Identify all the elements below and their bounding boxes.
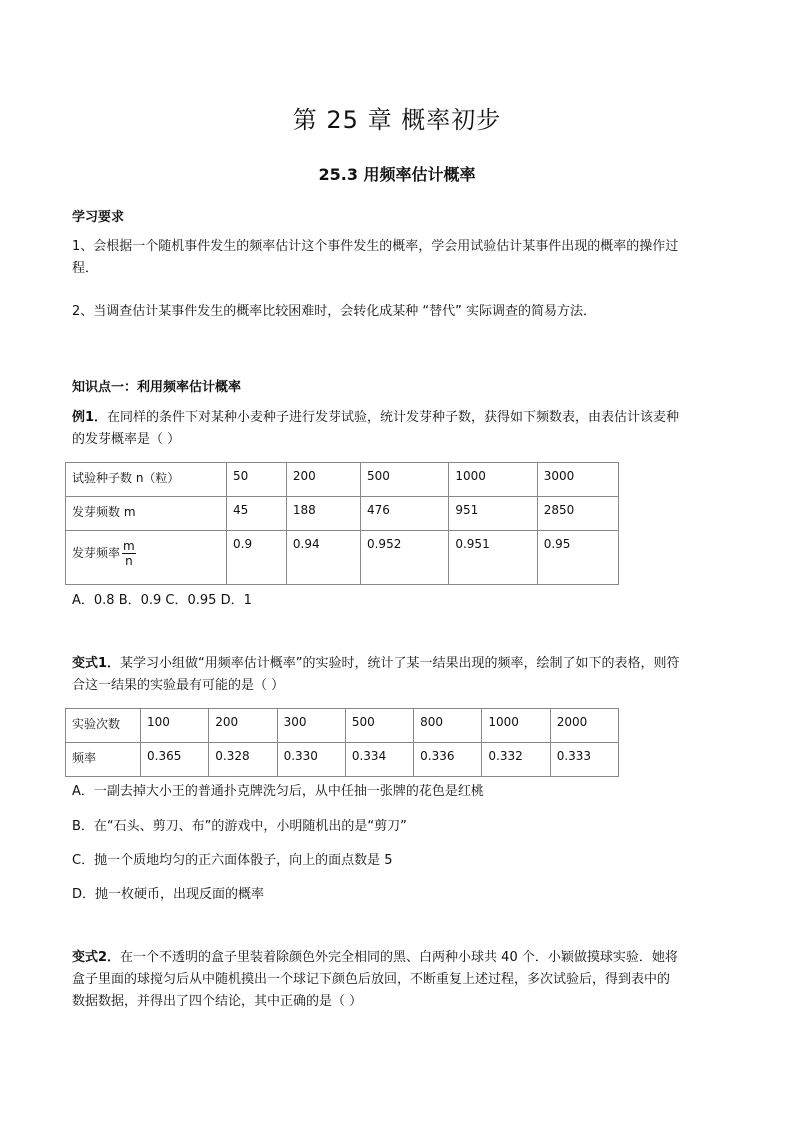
table-cell: 3000 bbox=[537, 463, 618, 497]
variant-1-option-c: C．抛一个质地均匀的正六面体骰子，向上的面点数是 5 bbox=[72, 853, 393, 868]
variant-2-line1: 在一个不透明的盒子里装着除颜色外完全相同的黑、白两种小球共 40 个．小颖做摸球实验．她将 bbox=[120, 950, 678, 965]
table-row bbox=[66, 463, 619, 497]
table-cell: 45 bbox=[227, 497, 287, 531]
table-cell: 0.94 bbox=[286, 531, 360, 585]
table-row bbox=[66, 497, 619, 531]
requirement-1-line2: 程． bbox=[72, 261, 99, 276]
table-cell: 0.95 bbox=[537, 531, 618, 585]
example-1-question bbox=[72, 407, 732, 451]
variant-1-option-d: D．抛一枚硬币，出现反面的概率 bbox=[72, 887, 265, 902]
table-row bbox=[66, 709, 619, 743]
table-cell: 2850 bbox=[537, 497, 618, 531]
requirements-heading: 学习要求 bbox=[72, 210, 125, 225]
variant-1-table bbox=[65, 708, 619, 777]
table-cell: 1000 bbox=[482, 709, 550, 743]
table-cell: 800 bbox=[414, 709, 482, 743]
fraction-m-over-n bbox=[122, 539, 136, 568]
table-cell: 50 bbox=[227, 463, 287, 497]
table-cell: 0.333 bbox=[550, 743, 618, 777]
table-cell: 0.330 bbox=[277, 743, 345, 777]
variant-1-label: 变式1． bbox=[72, 656, 121, 671]
fraction-numerator: m bbox=[123, 539, 135, 553]
example-1-line1: 在同样的条件下对某种小麦种子进行发芽试验，统计发芽种子数，获得如下频数表，由表估计该麦种 bbox=[107, 410, 680, 425]
variant-2-line3: 数据数据，并得出了四个结论，其中正确的是（ ） bbox=[72, 994, 363, 1009]
table-cell: 100 bbox=[141, 709, 209, 743]
requirement-2: 2、当调查估计某事件发生的概率比较困难时，会转化成某种 “替代” 实际调查的简易方法． bbox=[72, 304, 597, 319]
table-row-label: 试验种子数 n（粒） bbox=[66, 463, 227, 497]
variant-2-question bbox=[72, 947, 732, 1013]
knowledge-point-1-heading: 知识点一：利用频率估计概率 bbox=[72, 380, 242, 395]
table-cell: 300 bbox=[277, 709, 345, 743]
variant-2-line2: 盒子里面的球搅匀后从中随机摸出一个球记下颜色后放回，不断重复上述过程，多次试验后，得到表中的 bbox=[72, 972, 671, 987]
table-cell: 200 bbox=[286, 463, 360, 497]
table-cell: 0.952 bbox=[360, 531, 448, 585]
table-cell: 500 bbox=[360, 463, 448, 497]
table-row-label: 频率 bbox=[66, 743, 141, 777]
chapter-title: 第 25 章 概率初步 bbox=[292, 106, 502, 134]
table-cell: 0.9 bbox=[227, 531, 287, 585]
requirement-1-line1: 1、会根据一个随机事件发生的频率估计这个事件发生的概率，学会用试验估计某事件出现的概率的操作过 bbox=[72, 239, 679, 254]
example-1-label: 例1． bbox=[72, 410, 108, 425]
table-cell: 0.334 bbox=[345, 743, 413, 777]
table-cell: 0.336 bbox=[414, 743, 482, 777]
table-cell: 200 bbox=[209, 709, 277, 743]
variant-1-line1: 某学习小组做“用频率估计概率”的实验时，统计了某一结果出现的频率，绘制了如下的表格，则符 bbox=[120, 656, 680, 671]
table-cell: 0.951 bbox=[449, 531, 537, 585]
table-cell: 0.365 bbox=[141, 743, 209, 777]
table-cell: 0.328 bbox=[209, 743, 277, 777]
variant-1-question bbox=[72, 653, 732, 697]
example-1-line2: 的发芽概率是（ ） bbox=[72, 432, 181, 447]
requirement-1 bbox=[72, 236, 732, 280]
variant-1-option-b: B．在“石头、剪刀、布”的游戏中，小明随机出的是“剪刀” bbox=[72, 819, 407, 834]
table-row-label bbox=[66, 531, 227, 585]
table-cell: 951 bbox=[449, 497, 537, 531]
table-row bbox=[66, 531, 619, 585]
variant-1-line2: 合这一结果的实验最有可能的是（ ） bbox=[72, 678, 285, 693]
example-1-options: A．0.8 B．0.9 C．0.95 D．1 bbox=[72, 593, 252, 608]
table-row bbox=[66, 743, 619, 777]
variant-1-option-a: A．一副去掉大小王的普通扑克牌洗匀后，从中任抽一张牌的花色是红桃 bbox=[72, 784, 484, 799]
table-row-label: 实验次数 bbox=[66, 709, 141, 743]
table-cell: 0.332 bbox=[482, 743, 550, 777]
variant-2-label: 变式2． bbox=[72, 950, 121, 965]
table-cell: 500 bbox=[345, 709, 413, 743]
table-row-label: 发芽频数 m bbox=[66, 497, 227, 531]
section-title: 25.3 用频率估计概率 bbox=[318, 165, 476, 184]
table-cell: 1000 bbox=[449, 463, 537, 497]
example-1-table bbox=[65, 462, 619, 585]
table-cell: 2000 bbox=[550, 709, 618, 743]
table-cell: 476 bbox=[360, 497, 448, 531]
frequency-label: 发芽频率 bbox=[72, 546, 121, 560]
fraction-denominator: n bbox=[125, 554, 133, 568]
table-cell: 188 bbox=[286, 497, 360, 531]
